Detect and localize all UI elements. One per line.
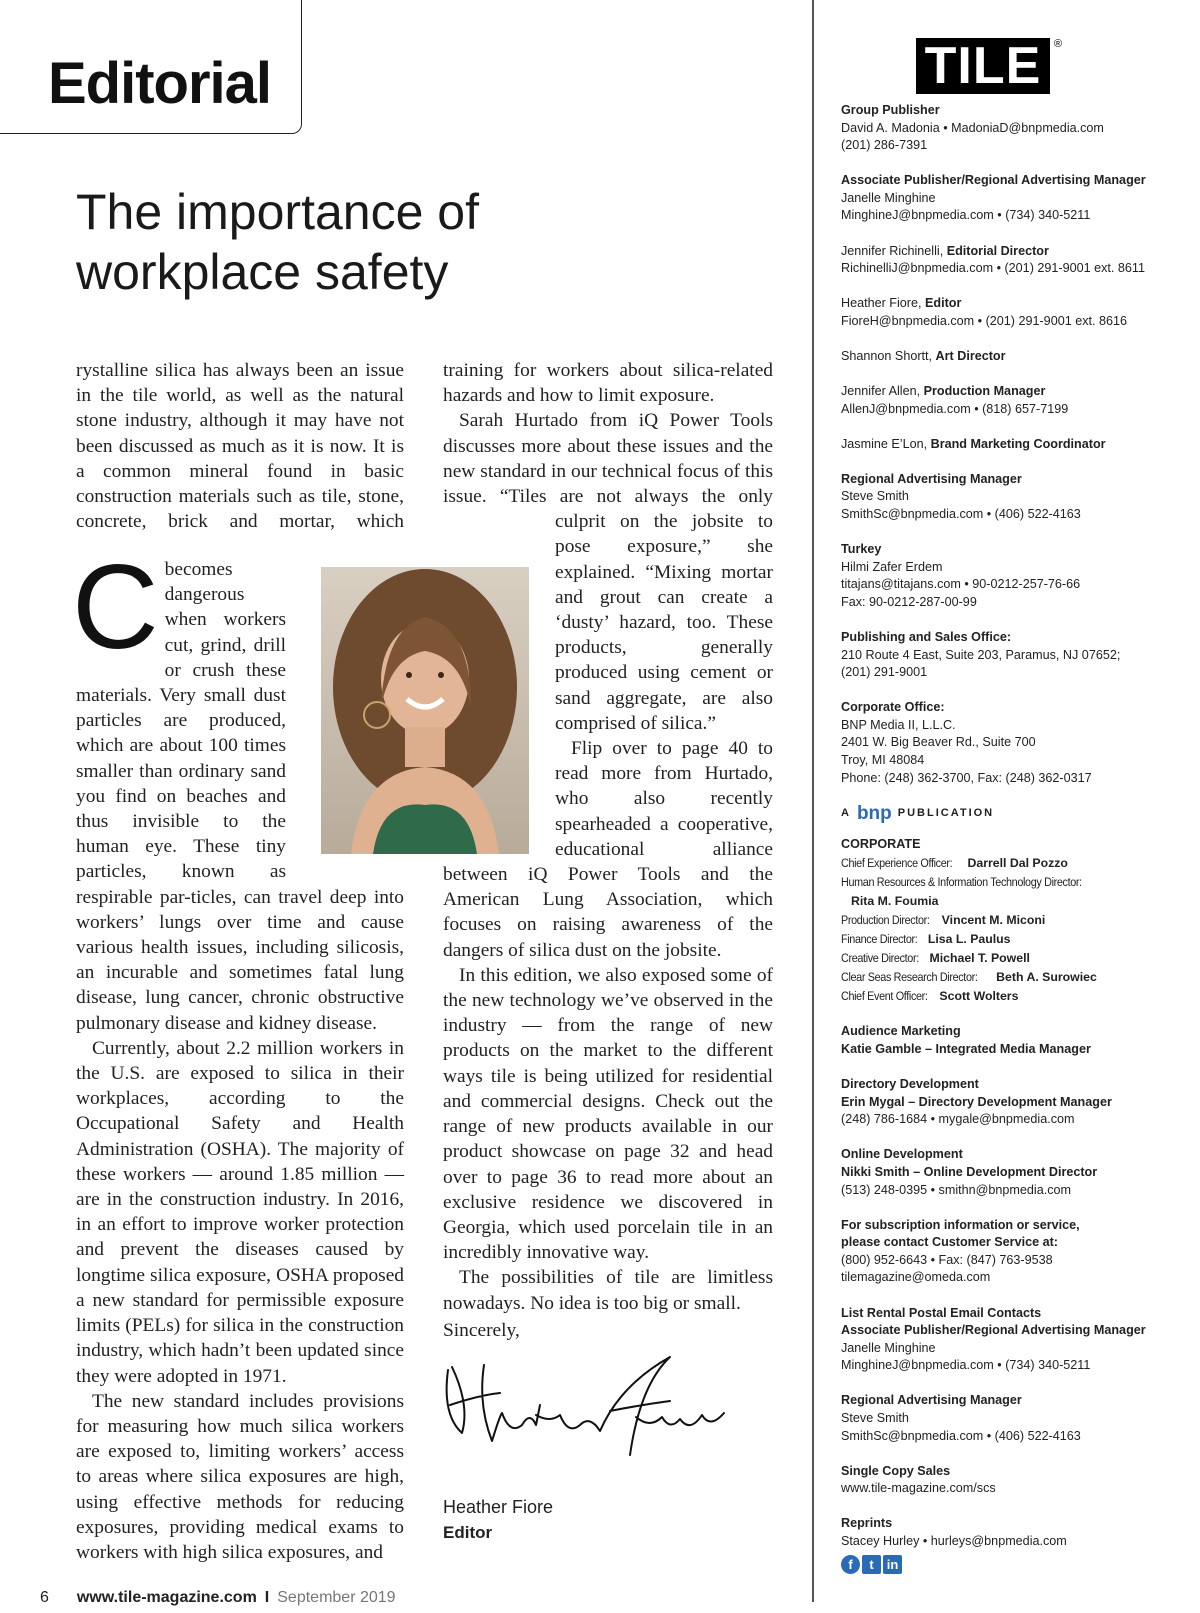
- facebook-icon[interactable]: f: [841, 1555, 860, 1574]
- signer-title: Editor: [443, 1523, 493, 1542]
- masthead-group-publisher: Group Publisher David A. Madonia • MadoniaD@bnpmedia.com (201) 286-7391: [841, 103, 1104, 153]
- masthead-single-copy: Single Copy Sales www.tile-magazine.com/scs: [841, 1463, 996, 1496]
- bnp-logo: bnp: [856, 802, 892, 824]
- masthead-list-rental: List Rental Postal Email Contacts Associate Publisher/Regional Advertising Manager Janelle Minghine MinghineJ@bnpmedia.com • (734) 340-5211: [841, 1305, 1146, 1373]
- masthead-editor: Heather Fiore, Editor FioreH@bnpmedia.com • (201) 291-9001 ext. 8616: [841, 296, 1128, 328]
- author-photo: [321, 567, 529, 854]
- headline: [76, 182, 479, 302]
- article-column-1: [72, 358, 404, 1565]
- masthead-production-manager: Jennifer Allen, Production Manager AllenJ@bnpmedia.com • (818) 657-7199: [841, 384, 1069, 416]
- issue-date: September 2019: [277, 1589, 396, 1606]
- masthead-corporate: CORPORATE Chief Experience Officer:Darrell Dal Pozzo Human Resources & Information Technology Director: Rita M. Foumia Production Director:Vincent M. Miconi Finance Director:Lisa L. Paulus Creative Director:Michael T. Powell Clear Seas Research Director:Beth A. Surowiec Chief Event Officer:Scott Wolters: [841, 836, 1176, 1006]
- masthead-turkey: Turkey Hilmi Zafer Erdem titajans@titajans.com • 90-0212-257-76-66 Fax: 90-0212-287-00-99: [841, 542, 1081, 609]
- section-label: Editorial: [48, 51, 272, 116]
- headline-line-2: workplace safety: [76, 244, 449, 300]
- page-footer: [40, 1589, 396, 1607]
- signature: [440, 1345, 740, 1465]
- footer-separator: I: [264, 1589, 270, 1606]
- closing: Sincerely,: [443, 1320, 520, 1341]
- article-paragraph: training for workers about silica-related hazards and how to limit exposure.: [443, 360, 773, 407]
- linkedin-icon[interactable]: in: [883, 1555, 902, 1574]
- page-number: 6: [40, 1589, 49, 1606]
- masthead-directory-development: Directory Development Erin Mygal – Directory Development Manager (248) 786-1684 • mygale@bnpmedia.com: [841, 1077, 1112, 1127]
- column-divider: [812, 0, 814, 1602]
- registered-mark: ®: [1054, 38, 1063, 50]
- masthead-editorial-director: Jennifer Richinelli, Editorial Director RichinelliJ@bnpmedia.com • (201) 291-9001 ext. 8611: [841, 243, 1145, 276]
- headline-line-1: The importance of: [76, 184, 479, 240]
- corporate-role: Human Resources & Information Technology Director:: [841, 874, 1082, 889]
- signer-name: Heather Fiore: [443, 1497, 554, 1517]
- corporate-role: Creative Director:Michael T. Powell: [841, 950, 1030, 965]
- corporate-role: Finance Director:Lisa L. Paulus: [841, 931, 1011, 946]
- masthead-audience-marketing: Audience Marketing Katie Gamble – Integrated Media Manager: [841, 1024, 1091, 1056]
- magazine-logo: TILE: [916, 38, 1050, 94]
- article-paragraph: The new standard includes provisions for measuring how much silica workers are exposed to, limiting workers’ access to areas where silica exposures are high, using effective methods for reducing exposures, providing medical exams to workers with high silica exposures, and: [76, 1390, 404, 1563]
- article-paragraph: C rystalline silica has always been an issue in the tile world, as well as the natural stone industry, although it may have not been discussed as much as it is now. It is a common mineral found in basic construction materials such as tile, stone, concrete, brick and mortar, which becomes dangerous when workers cut, grind, drill or crush these materials. Very small dust particles are produced, which are about 100 times smaller than ordinary sand you find on beaches and thus invisible to the human eye. These tiny particles, known as respirable par-ticles, can travel deep into workers’ lungs over time and cause various health issues, including silicosis, an incurable and sometimes fatal lung disease, lung cancer, chronic obstructive pulmonary disease and kidney disease.: [72, 360, 404, 1034]
- masthead-corporate-office: Corporate Office: BNP Media II, L.L.C. 2401 W. Big Beaver Rd., Suite 700 Troy, MI 48084 Phone: (248) 362-3700, Fax: (248) 362-0317: [841, 700, 1092, 785]
- footer-url[interactable]: www.tile-magazine.com: [76, 1589, 257, 1606]
- corporate-role: Chief Event Officer:Scott Wolters: [841, 988, 1019, 1003]
- corporate-role: Clear Seas Research Director:Beth A. Surowiec: [841, 969, 1097, 984]
- corporate-role: Chief Experience Officer:Darrell Dal Pozzo: [841, 855, 1068, 870]
- article-paragraph: Sarah Hurtado from iQ Power Tools discusses more about these issues and the new standard in our technical focus of this issue. “Tiles are not always the only culprit on the jobsite to pose exposure,” she explained. “Mixing mortar and grout can create a ‘dusty’ hazard, too. These products, generally produced using cement or sand aggregate, are also comprised of silica.”: [443, 410, 773, 734]
- social-links: [841, 1555, 1176, 1574]
- article-paragraph: The possibilities of tile are limitless nowadays. No idea is too big or small.: [443, 1267, 773, 1314]
- twitter-icon[interactable]: t: [862, 1555, 881, 1574]
- masthead-regional-advertising-2: Regional Advertising Manager Steve Smith SmithSc@bnpmedia.com • (406) 522-4163: [841, 1393, 1081, 1443]
- drop-cap: C: [72, 540, 159, 674]
- masthead-sales-office: Publishing and Sales Office: 210 Route 4 East, Suite 203, Paramus, NJ 07652; (201) 291-9001: [841, 629, 1121, 680]
- article-paragraph: Currently, about 2.2 million workers in the U.S. are exposed to silica in their workplaces, according to the Occupational Safety and Health Administration (OSHA). The majority of these workers — around 1.85 million — are in the construction industry. In 2016, in an effort to improve worker protection and prevent the diseases caused by longtime silica exposure, OSHA proposed a new standard for permissible exposure limits (PELs) for silica in the construction industry, which hadn’t been updated since they were adopted in 1971.: [76, 1037, 404, 1387]
- corporate-role: Production Director:Vincent M. Miconi: [841, 912, 1046, 927]
- masthead-online-development: Online Development Nikki Smith – Online Development Director (513) 248-0395 • smithn@bnpmedia.com: [841, 1147, 1098, 1197]
- masthead-regional-advertising: Regional Advertising Manager Steve Smith SmithSc@bnpmedia.com • (406) 522-4163: [841, 471, 1081, 521]
- article-paragraph: In this edition, we also exposed some of the new technology we’ve observed in the industry — from the range of new products on the market to the different ways tile is being utilized for residential and commercial designs. Check out the range of new products available in our product showcase on page 32 and head over to page 36 to read more about an exclusive residence we discovered in Georgia, which used porcelain tile in an incredibly innovative way.: [443, 964, 773, 1264]
- masthead-reprints: Reprints Stacey Hurley • hurleys@bnpmedia.com: [841, 1516, 1067, 1548]
- masthead: [841, 102, 1176, 1574]
- publisher-logo: A bnp PUBLICATION: [841, 802, 995, 824]
- masthead-subscription: For subscription information or service, please contact Customer Service at: (800) 952-6643 • Fax: (847) 763-9538 tilemagazine@omeda.com: [841, 1217, 1080, 1285]
- masthead-art-director: Shannon Shortt, Art Director: [841, 348, 1006, 363]
- corporate-role: Rita M. Foumia: [851, 893, 939, 908]
- masthead-associate-publisher: Associate Publisher/Regional Advertising Manager Janelle Minghine MinghineJ@bnpmedia.com • (734) 340-5211: [841, 173, 1146, 223]
- masthead-brand-marketing: Jasmine E’Lon, Brand Marketing Coordinator: [841, 436, 1106, 451]
- article-paragraph: Flip over to page 40 to read more from Hurtado, who also recently spearheaded a cooperative, educational alliance between iQ Power Tools and the American Lung Association, which focuses on raising awareness of the dangers of silica dust on the jobsite.: [443, 738, 773, 961]
